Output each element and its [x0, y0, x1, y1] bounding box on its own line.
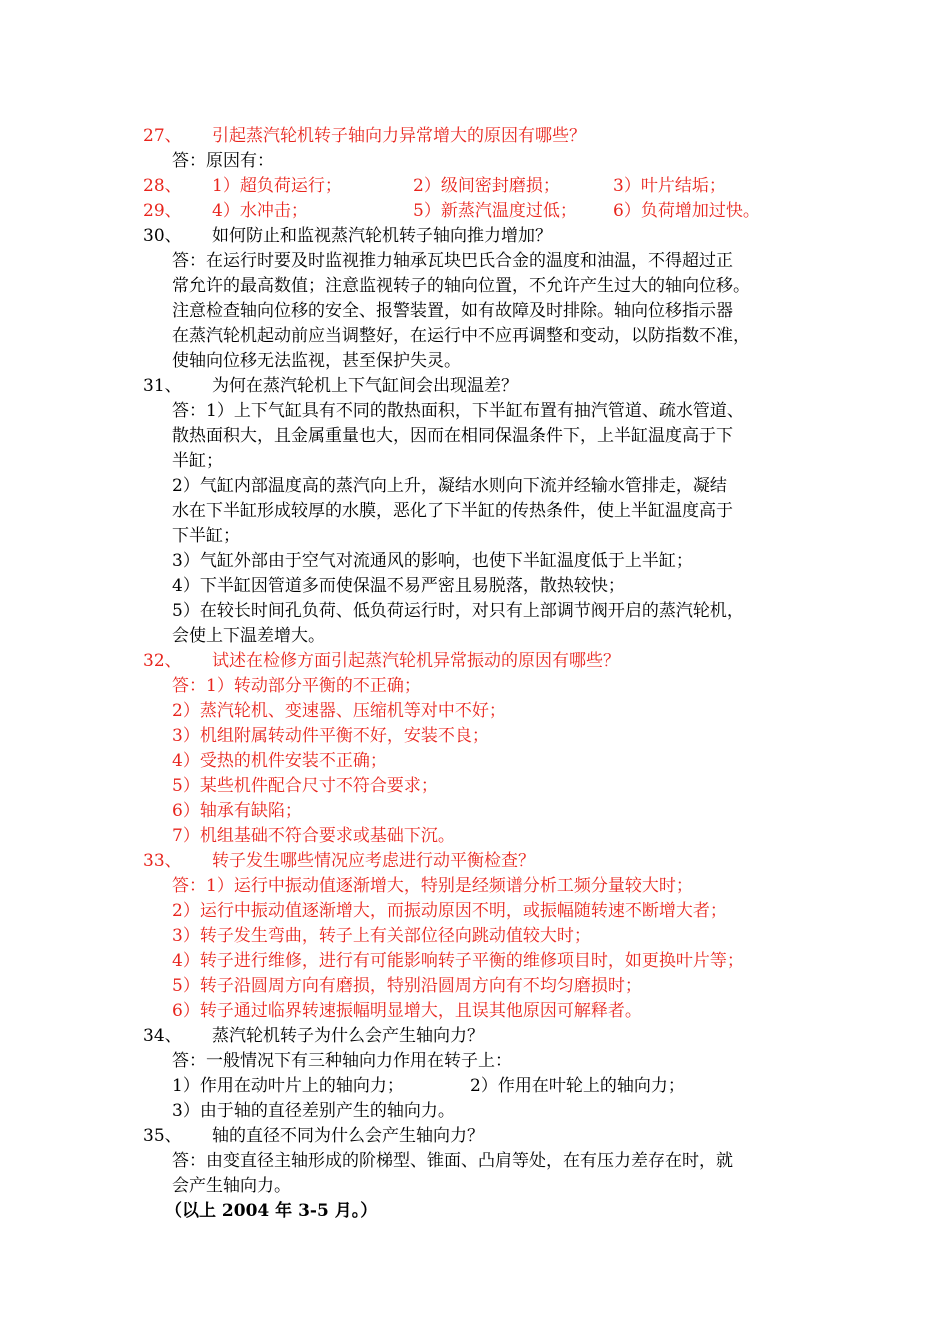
answer-text: 5）在较长时间孔负荷、低负荷运行时，对只有上部调节阀开启的蒸汽轮机，	[172, 601, 744, 621]
answer-text: 会产生轴向力。	[172, 1176, 291, 1196]
answer-text: 答：原因有：	[172, 151, 274, 171]
cause-item: 4）水冲击；	[212, 201, 308, 221]
answer-text: 5）转子沿圆周方向有磨损，特别沿圆周方向有不均匀磨损时；	[172, 976, 642, 996]
answer-text: 1）作用在动叶片上的轴向力；	[172, 1076, 404, 1096]
question-text: 引起蒸汽轮机转子轴向力异常增大的原因有哪些？	[212, 126, 586, 146]
question-number: 33、	[143, 851, 182, 871]
answer-text: 6）轴承有缺陷；	[172, 801, 302, 821]
answer-text: 7）机组基础不符合要求或基础下沉。	[172, 826, 455, 846]
question-number: 31、	[143, 376, 182, 396]
cause-item: 2）级间密封磨损；	[413, 176, 560, 196]
answer-text: 5）某些机件配合尺寸不符合要求；	[172, 776, 438, 796]
answer-text: 2）蒸汽轮机、变速器、压缩机等对中不好；	[172, 701, 506, 721]
question-number: 29、	[143, 201, 182, 221]
question-number: 35、	[143, 1126, 182, 1146]
answer-text: 答：1）运行中振动值逐渐增大，特别是经频谱分析工频分量较大时；	[172, 876, 693, 896]
answer-text: 3）机组附属转动件平衡不好，安装不良；	[172, 726, 489, 746]
answer-text: 下半缸；	[172, 526, 240, 546]
answer-text: 6）转子通过临界转速振幅明显增大，且误其他原因可解释者。	[172, 1001, 642, 1021]
question-text: 蒸汽轮机转子为什么会产生轴向力？	[212, 1026, 484, 1046]
answer-text: 答：1）转动部分平衡的不正确；	[172, 676, 421, 696]
cause-item: 3）叶片结垢；	[613, 176, 726, 196]
question-number: 34、	[143, 1026, 182, 1046]
answer-text: 答：1）上下气缸具有不同的散热面积，下半缸布置有抽汽管道、疏水管道、	[172, 401, 744, 421]
answer-text: 答：在运行时要及时监视推力轴承瓦块巴氏合金的温度和油温，不得超过正	[172, 251, 733, 271]
question-text: 如何防止和监视蒸汽轮机转子轴向推力增加？	[212, 226, 552, 246]
answer-text: 会使上下温差增大。	[172, 626, 325, 646]
answer-text: 使轴向位移无法监视，甚至保护失灵。	[172, 351, 461, 371]
answer-text: 2）作用在叶轮上的轴向力；	[470, 1076, 685, 1096]
answer-text: 4）下半缸因管道多而使保温不易严密且易脱落，散热较快；	[172, 576, 625, 596]
answer-text: 答：一般情况下有三种轴向力作用在转子上：	[172, 1051, 512, 1071]
footer-text: （以上 2004 年 3-5 月。）	[165, 1201, 378, 1221]
answer-text: 常允许的最高数值；注意监视转子的轴向位置，不允许产生过大的轴向位移。	[172, 276, 750, 296]
answer-text: 半缸；	[172, 451, 223, 471]
cause-item: 1）超负荷运行；	[212, 176, 342, 196]
question-text: 轴的直径不同为什么会产生轴向力？	[212, 1126, 484, 1146]
answer-text: 3）气缸外部由于空气对流通风的影响，也使下半缸温度低于上半缸；	[172, 551, 693, 571]
answer-text: 2）运行中振动值逐渐增大，而振动原因不明，或振幅随转速不断增大者；	[172, 901, 727, 921]
answer-text: 水在下半缸形成较厚的水膜，恶化了下半缸的传热条件，使上半缸温度高于	[172, 501, 733, 521]
answer-text: 在蒸汽轮机起动前应当调整好，在运行中不应再调整和变动，以防指数不准，	[172, 326, 750, 346]
answer-text: 注意检查轴向位移的安全、报警装置，如有故障及时排除。轴向位移指示器	[172, 301, 733, 321]
question-number: 28、	[143, 176, 182, 196]
question-number: 27、	[143, 126, 182, 146]
question-text: 为何在蒸汽轮机上下气缸间会出现温差？	[212, 376, 518, 396]
question-text: 试述在检修方面引起蒸汽轮机异常振动的原因有哪些？	[212, 651, 620, 671]
question-text: 转子发生哪些情况应考虑进行动平衡检查？	[212, 851, 535, 871]
answer-text: 4）受热的机件安装不正确；	[172, 751, 387, 771]
answer-text: 2）气缸内部温度高的蒸汽向上升，凝结水则向下流并经输水管排走，凝结	[172, 476, 727, 496]
answer-text: 3）由于轴的直径差别产生的轴向力。	[172, 1101, 455, 1121]
answer-text: 答：由变直径主轴形成的阶梯型、锥面、凸肩等处，在有压力差存在时，就	[172, 1151, 733, 1171]
cause-item: 6）负荷增加过快。	[613, 201, 760, 221]
answer-text: 4）转子进行维修，进行有可能影响转子平衡的维修项目时，如更换叶片等；	[172, 951, 744, 971]
cause-item: 5）新蒸汽温度过低；	[413, 201, 577, 221]
answer-text: 3）转子发生弯曲，转子上有关部位径向跳动值较大时；	[172, 926, 591, 946]
answer-text: 散热面积大，且金属重量也大，因而在相同保温条件下，上半缸温度高于下	[172, 426, 733, 446]
question-number: 30、	[143, 226, 182, 246]
question-number: 32、	[143, 651, 182, 671]
